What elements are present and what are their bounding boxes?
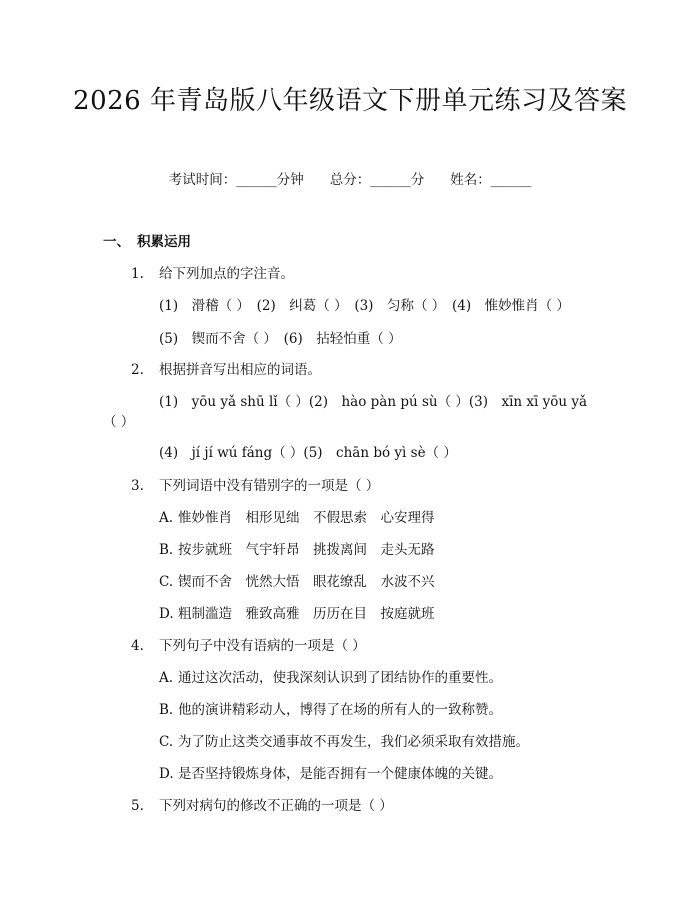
option-text: 按步就班 气宇轩昂 挑拨离间 走头无路 xyxy=(178,542,435,558)
option-b xyxy=(159,698,502,718)
section-number: 一、 xyxy=(103,234,130,250)
option-label: B. xyxy=(159,542,174,558)
exam-meta xyxy=(0,168,700,188)
option-text: 通过这次活动，使我深刻认识到了团结协作的重要性。 xyxy=(178,670,502,686)
question-number: 1. xyxy=(131,266,144,282)
question-5 xyxy=(131,794,393,814)
q2-items-row-2: (4) jí jí wú fáng（ ）(5) chān bó yì sè（ ） xyxy=(159,445,457,461)
q2-items-row-1-wrap: （ ） xyxy=(103,414,135,430)
option-d xyxy=(159,762,502,782)
option-c xyxy=(159,570,435,590)
question-2 xyxy=(131,358,321,378)
student-name: 姓名：______ xyxy=(450,172,532,188)
question-text: 下列词语中没有错别字的一项是（ ） xyxy=(159,478,380,494)
question-number: 5. xyxy=(131,798,144,814)
q2-items-row-1: (1) yōu yǎ shū lǐ（ ）(2) hào pàn pú sù（ ）(3) xīn xī yōu yǎ xyxy=(159,394,588,410)
question-4 xyxy=(131,634,366,654)
question-number: 2. xyxy=(131,362,144,378)
option-text: 是否坚持锻炼身体，是能否拥有一个健康体魄的关键。 xyxy=(178,766,502,782)
question-3 xyxy=(131,474,379,494)
option-label: D. xyxy=(159,606,174,622)
option-b xyxy=(159,538,435,558)
page-title: 2026 年青岛版八年级语文下册单元练习及答案 xyxy=(73,86,627,116)
question-1 xyxy=(131,262,294,282)
q1-items-row-2: (5) 锲而不舍（ ） (6) 拈轻怕重（ ） xyxy=(159,331,402,347)
section-heading xyxy=(103,230,191,250)
option-label: A. xyxy=(159,510,174,526)
question-text: 下列对病句的修改不正确的一项是（ ） xyxy=(159,798,393,814)
option-text: 惟妙惟肖 相形见绌 不假思索 心安理得 xyxy=(178,510,435,526)
question-text: 下列句子中没有语病的一项是（ ） xyxy=(159,638,366,654)
option-label: C. xyxy=(159,734,174,750)
question-number: 4. xyxy=(131,638,144,654)
option-label: A. xyxy=(159,670,174,686)
option-d xyxy=(159,602,435,622)
question-number: 3. xyxy=(131,478,144,494)
option-text: 锲而不舍 恍然大悟 眼花缭乱 水波不兴 xyxy=(178,574,435,590)
option-text: 为了防止这类交通事故不再发生，我们必须采取有效措施。 xyxy=(178,734,529,750)
total-score: 总分：______分 xyxy=(329,172,425,188)
option-label: D. xyxy=(159,766,174,782)
option-text: 粗制滥造 雅致高雅 历历在目 按庭就班 xyxy=(178,606,435,622)
q1-items-row-1: (1) 滑稽（ ） (2) 纠葛（ ） (3) 匀称（ ） (4) 惟妙惟肖（ ） xyxy=(159,298,570,314)
option-text: 他的演讲精彩动人，博得了在场的所有人的一致称赞。 xyxy=(178,702,502,718)
option-a xyxy=(159,506,435,526)
exam-time: 考试时间：______分钟 xyxy=(168,172,304,188)
option-label: B. xyxy=(159,702,174,718)
question-text: 给下列加点的字注音。 xyxy=(159,266,294,282)
option-a xyxy=(159,666,502,686)
option-c xyxy=(159,730,529,750)
question-text: 根据拼音写出相应的词语。 xyxy=(159,362,321,378)
option-label: C. xyxy=(159,574,174,590)
section-label: 积累运用 xyxy=(137,234,191,250)
